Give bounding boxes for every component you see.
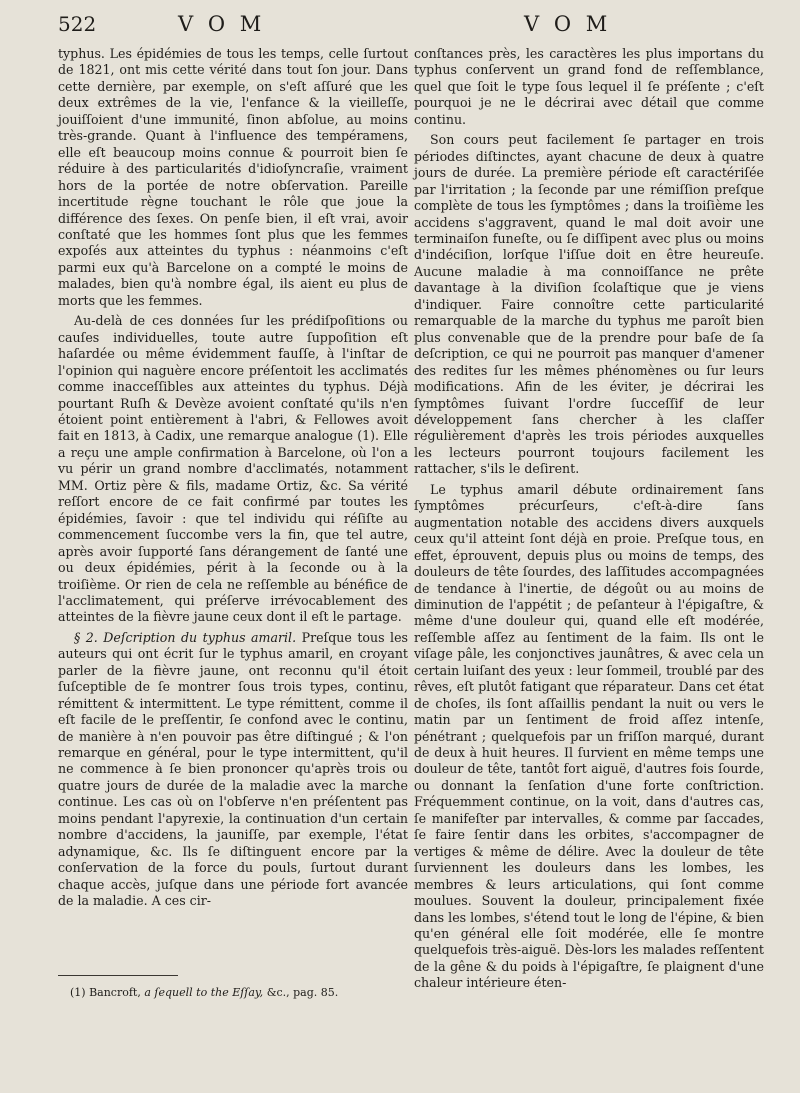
footnote-rest: &c., pag. 85. bbox=[266, 986, 339, 999]
running-head-left: V O M bbox=[178, 12, 266, 36]
page-header bbox=[58, 12, 764, 44]
footnote-marker: (1) Bancroft, bbox=[70, 986, 141, 999]
right-column bbox=[414, 46, 764, 992]
footnote-rule bbox=[58, 975, 178, 976]
page-number: 522 bbox=[58, 12, 97, 36]
paragraph: Au-delà de ces données ſur les prédiſpoſitions ou cauſes individuelles, toute autre ſuppoſition eſt haſardée ou même évidemment fauſſe, à l'inſtar de l'opinion qui naguère encore préſentoit les acclimatés comme inacceſſibles aux atteintes du typhus. Déjà pourtant Ruſh & Devèze avoient conſtaté qu'ils n'en étoient point entièrement à l'abri, & Fellowes avoit fait en 1813, à Cadix, une remarque analogue (1). Elle a reçu une ample confirmation à Barcelone, où l'on a vu périr un grand nombre d'acclimatés, notamment MM. Ortiz père & fils, madame Ortiz, &c. Sa vérité reſſort encore de ce fait confirmé par toutes les épidémies, ſavoir : que tel individu qui réſiſte au commencement ſuccombe vers la fin, que tel autre, après avoir ſupporté ſans dérangement de ſanté une ou deux épidémies, périt à la ſeconde ou à la troiſième. Or rien de cela ne reſſemble au bénéfice de l'acclimatement, qui préſerve irrévocablement des atteintes de la fièvre jaune ceux dont il eſt le partage. bbox=[58, 313, 408, 625]
left-column bbox=[58, 46, 408, 910]
running-head-right: V O M bbox=[524, 12, 612, 36]
paragraph: Son cours peut facilement ſe partager en trois périodes diſtinctes, ayant chacune de deux à quatre jours de durée. La première période eſt caractériſée par l'irritation ; la ſeconde par une rémiſſion preſque complète de tous les ſymptômes ; dans la troiſième les accidens s'aggravent, quand le mal doit avoir une terminaiſon funeſte, ou ſe diſſipent avec plus ou moins d'indéciſion, lorſque l'iſſue doit en être heureuſe. Aucune maladie à ma connoiſſance ne prête davantage à la diviſion ſcolaſtique que je viens d'indiquer. Faire connoître cette particularité remarquable de la marche du typhus me paroît bien plus convenable que de la prendre pour baſe de ſa deſcription, ce qui ne pourroit pas manquer d'amener des redites ſur les mêmes phénomènes ou ſur leurs modifications. Afin de les éviter, je décrirai les ſymptômes ſuivant l'ordre ſucceſſif de leur développement ſans chercher à les claſſer régulièrement d'après les trois périodes auxquelles les lecteurs pourront toujours facilement les rattacher, s'ils le deſirent. bbox=[414, 132, 764, 477]
section-heading: § 2. Deſcription du typhus amaril. bbox=[74, 629, 297, 645]
paragraph-text: Preſque tous les auteurs qui ont écrit ſur le typhus amaril, en croyant parler de la fièvre jaune, ont reconnu qu'il étoit ſuſceptible de ſe montrer ſous trois types, continu, rémittent & intermittent. Le type rémittent, comme il eſt facile de le preſſentir, ſe confond avec le continu, de manière à n'en pouvoir pas être diſtingué ; & l'on remarque en général, pour le type intermittent, qu'il ne commence à ſe bien prononcer qu'après trois ou quatre jours de durée de la maladie avec la marche continue. Les cas où on l'obſerve n'en préſentent pas moins pendant l'apyrexie, la continuation d'un certain nombre d'accidens, la jauniſſe, par exemple, l'état adynamique, &c. Ils ſe diſtinguent encore par la conſervation de la force du pouls, ſurtout durant chaque accès, juſque dans une période fort avancée de la maladie. A ces cir- bbox=[58, 629, 408, 909]
footnote-title: a ſequell to the Eſſay, bbox=[144, 986, 264, 999]
paragraph: typhus. Les épidémies de tous les temps, celle ſurtout de 1821, ont mis cette vérité dans tout ſon jour. Dans cette dernière, par exemple, on s'eſt aſſuré que les deux extrêmes de la vie, l'enfance & la vieilleſſe, jouiſſoient d'une immunité, ſinon abſolue, au moins très-grande. Quant à l'influence des tempéramens, elle eſt beaucoup moins connue & pourroit bien ſe réduire à des particularités d'idioſyncraſie, vraiment hors de la portée de notre obſervation. Pareille incertitude règne touchant le rôle que joue la différence des ſexes. On penſe bien, il eſt vrai, avoir conſtaté que les hommes ſont plus que les femmes expoſés aux atteintes du typhus : néanmoins c'eſt parmi eux qu'à Barcelone on a compté le moins de malades, bien qu'à nombre égal, ils aient eu plus de morts que les femmes. bbox=[58, 46, 408, 308]
paragraph: Le typhus amaril débute ordinairement ſans ſymptômes précurſeurs, c'eſt-à-dire ſans augmentation notable des accidens divers auxquels ceux qu'il atteint ſont déjà en proie. Preſque tous, en effet, éprouvent, depuis plus ou moins de temps, des douleurs de tête ſourdes, des laſſitudes accompagnées de tendance à l'inertie, de dégoût ou au moins de diminution de l'appétit ; de peſanteur à l'épigaſtre, & même d'une douleur qui, quand elle eſt modérée, reſſemble aſſez au ſentiment de la faim. Ils ont le viſage pâle, les conjonctives jaunâtres, & avec cela un certain luiſant des yeux : leur ſommeil, troublé par des rêves, eſt plutôt fatigant que réparateur. Dans cet état de choſes, ils ſont aſſaillis pendant la nuit ou vers le matin par un ſentiment de froid aſſez intenſe, pénétrant ; quelquefois par un friſſon marqué, durant de deux à huit heures. Il ſurvient en même temps une douleur de tête, tantôt fort aiguë, d'autres fois ſourde, ou donnant la ſenſation d'une forte conſtriction. Fréquemment continue, on la voit, dans d'autres cas, ſe manifeſter par intervalles, & comme par ſaccades, ſe faire ſentir dans les orbites, s'accompagner de vertiges & même de délire. Avec la douleur de tête ſurviennent les douleurs dans les lombes, les membres & leurs articulations, qui ſont comme moulues. Souvent la douleur, principalement fixée dans les lombes, s'étend tout le long de l'épine, & bien qu'en général elle ſoit modérée, elle ſe montre quelquefois très-aiguë. Dès-lors les malades reſſentent de la gêne & du poids à l'épigaſtre, ſe plaignent d'une chaleur intérieure éten- bbox=[414, 481, 764, 991]
footnote bbox=[70, 986, 400, 1000]
paragraph: conſtances près, les caractères les plus importans du typhus conſervent un grand fond de reſſemblance, quel que ſoit le type ſous lequel il ſe préſente ; c'eſt pourquoi je ne le décrirai avec détail que comme continu. bbox=[414, 46, 764, 127]
section-paragraph bbox=[58, 630, 408, 910]
